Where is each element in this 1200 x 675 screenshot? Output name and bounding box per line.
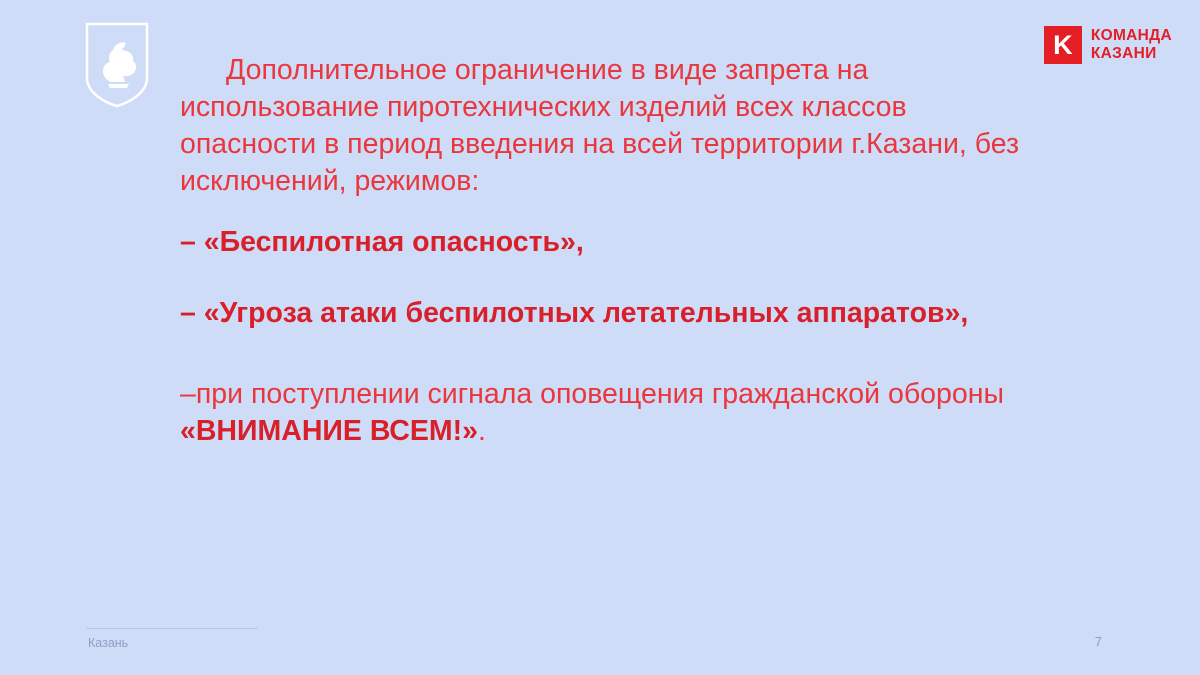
list-item-3: [180, 376, 1020, 450]
spacer: [180, 261, 1020, 295]
page-number: 7: [1094, 634, 1102, 649]
tail-suffix: .: [477, 415, 486, 447]
spacer: [180, 200, 1020, 224]
komanda-kazani-logo: [1044, 26, 1172, 64]
brand-text-line2: КАЗАНИ: [1090, 45, 1157, 62]
tail-bold: «ВНИМАНИЕ ВСЕМ!»: [180, 415, 478, 447]
brand-text: [1091, 27, 1172, 63]
footer-label: Казань: [88, 636, 129, 650]
brand-text-line1: КОМАНДА: [1090, 27, 1172, 44]
slide-body: [180, 52, 1020, 450]
brand-mark-icon: [1044, 26, 1082, 64]
list-item-2: – «Угроза атаки беспилотных летательных аппаратов»,: [180, 297, 969, 329]
spacer: [180, 332, 1020, 376]
footer-divider: [86, 628, 258, 629]
lead-paragraph: Дополнительное ограничение в виде запрета на использование пиротехнических изделий всех классов опасности в период введения на всей территории г.Казани, без исключений, режимов:: [180, 54, 1020, 197]
list-item-1: – «Беспилотная опасность»,: [180, 226, 584, 258]
brand-mark-letter: K: [1053, 30, 1073, 60]
tail-prefix: –при поступлении сигнала оповещения гражданской обороны: [180, 378, 1004, 410]
kazan-coat-of-arms-icon: [84, 22, 150, 108]
